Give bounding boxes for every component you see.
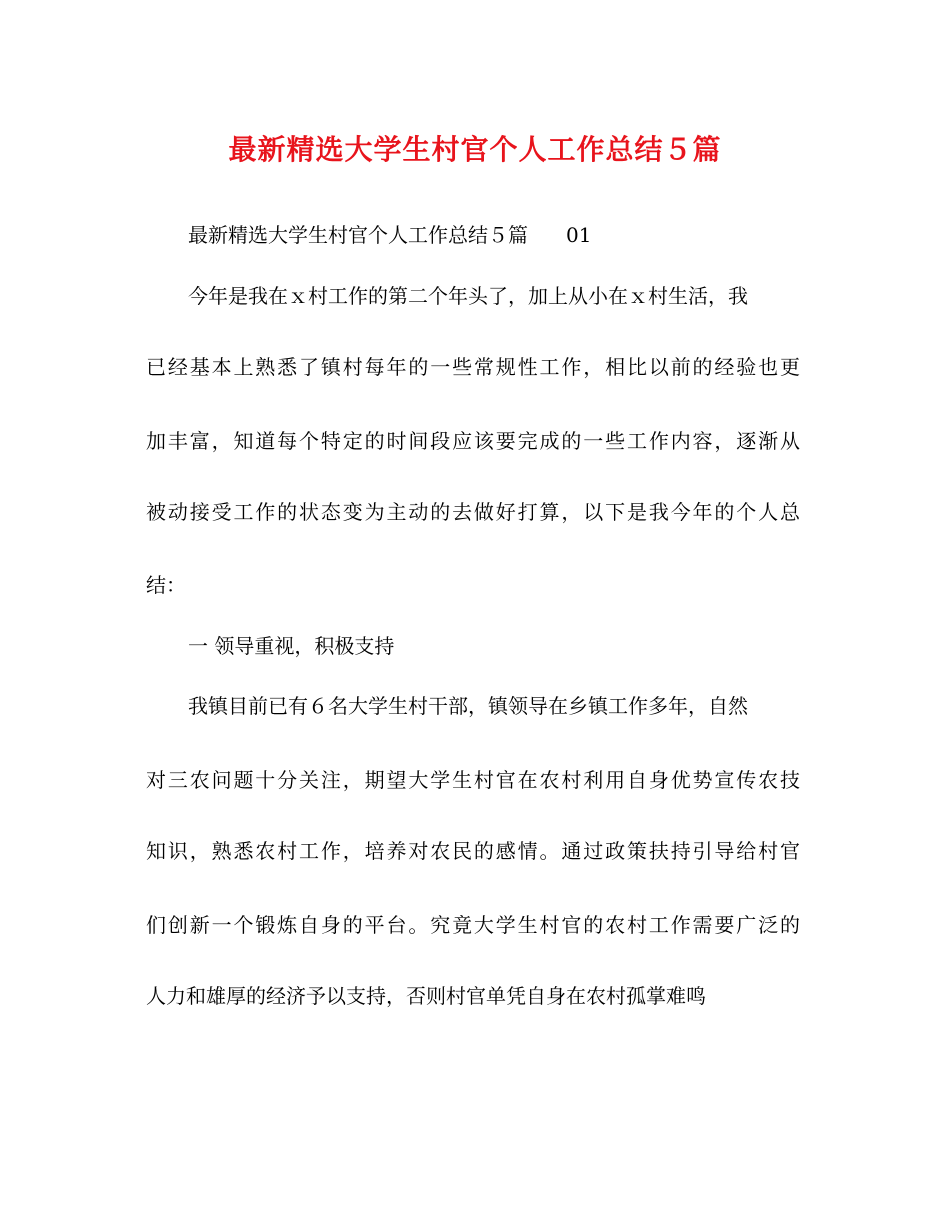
paragraph-line: 知识，熟悉农村工作，培养对农民的感情。通过政策扶持引导给村官 [146, 839, 800, 863]
paragraph-line: 我镇目前已有６名大学生村干部，镇领导在乡镇工作多年，自然 [188, 694, 748, 718]
paragraph-line: 们创新一个锻炼自身的平台。究竟大学生村官的农村工作需要广泛的 [146, 913, 800, 937]
subtitle-line [188, 220, 591, 250]
section-heading: 一 领导重视，积极支持 [188, 634, 395, 658]
paragraph-line: 今年是我在ｘ村工作的第二个年头了，加上从小在ｘ村生活，我 [188, 284, 748, 308]
paragraph-line: 被动接受工作的状态变为主动的去做好打算，以下是我今年的个人总 [146, 500, 800, 524]
paragraph-line: 加丰富，知道每个特定的时间段应该要完成的一些工作内容，逐渐从 [146, 429, 800, 453]
paragraph-line: 结： [146, 573, 186, 597]
subtitle-text: 最新精选大学生村官个人工作总结５篇 [188, 223, 528, 247]
paragraph-line: 对三农问题十分关注，期望大学生村官在农村利用自身优势宣传农技 [146, 768, 800, 792]
paragraph-line: 人力和雄厚的经济予以支持，否则村官单凭自身在农村孤掌难鸣 [146, 984, 706, 1008]
document-title: 最新精选大学生村官个人工作总结５篇 [228, 133, 722, 166]
subtitle-code: 01 [566, 223, 592, 247]
paragraph-line: 已经基本上熟悉了镇村每年的一些常规性工作，相比以前的经验也更 [146, 355, 800, 379]
